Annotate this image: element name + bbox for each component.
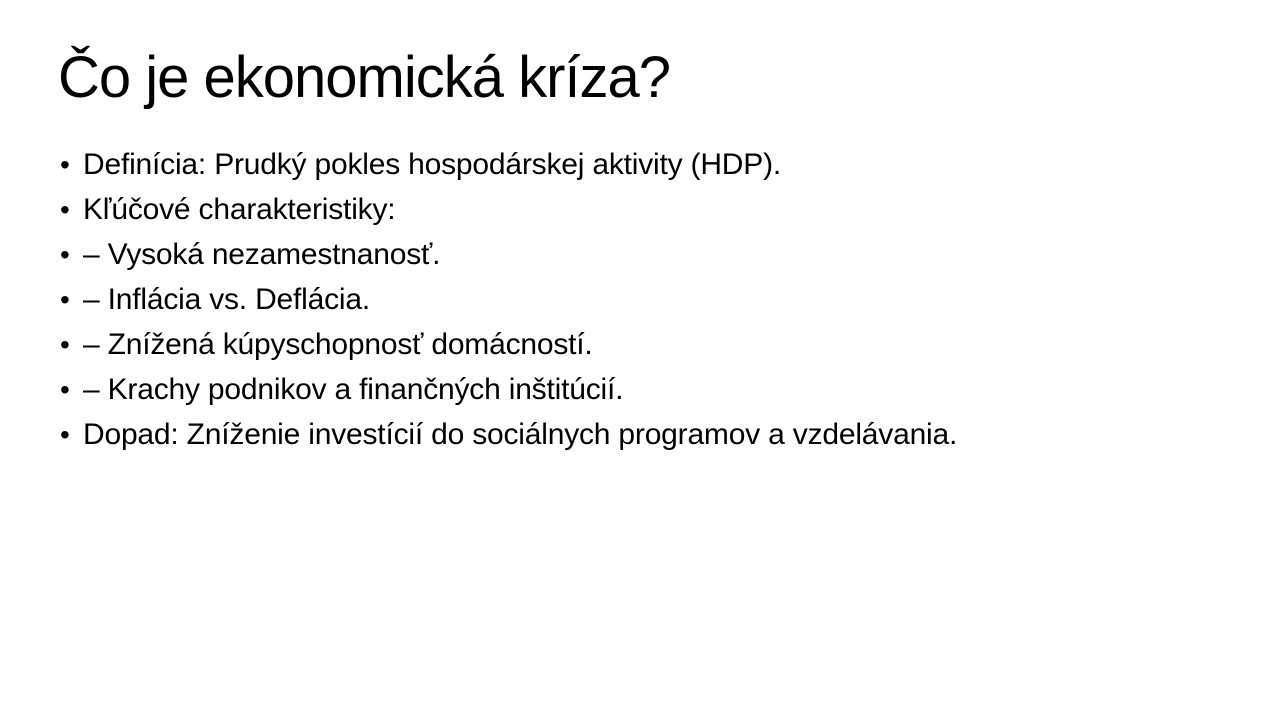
bullet-icon: • xyxy=(60,149,70,180)
bullet-text: – Znížená kúpyschopnosť domácností. xyxy=(83,328,593,361)
bullet-text: Definícia: Prudký pokles hospodárskej aktivity (HDP). xyxy=(83,148,782,181)
bullet-text: Dopad: Zníženie investícií do sociálnych programov a vzdelávania. xyxy=(83,418,958,451)
bullet-text: Kľúčové charakteristiky: xyxy=(83,193,396,226)
bullet-text: – Vysoká nezamestnanosť. xyxy=(83,238,441,271)
bullet-item xyxy=(60,412,1240,457)
bullet-item xyxy=(60,322,1240,367)
bullet-item xyxy=(60,367,1240,412)
bullet-item xyxy=(60,187,1240,232)
bullet-icon: • xyxy=(60,239,70,270)
bullet-icon: • xyxy=(60,284,70,315)
bullet-icon: • xyxy=(60,374,70,405)
bullet-item xyxy=(60,232,1240,277)
bullet-icon: • xyxy=(60,194,70,225)
bullet-list xyxy=(60,142,1240,457)
bullet-icon: • xyxy=(60,329,70,360)
slide-title: Čo je ekonomická kríza? xyxy=(58,45,671,110)
bullet-text: – Krachy podnikov a finančných inštitúcií. xyxy=(83,373,624,406)
bullet-text: – Inflácia vs. Deflácia. xyxy=(83,283,370,316)
bullet-item xyxy=(60,277,1240,322)
bullet-icon: • xyxy=(60,419,70,450)
bullet-item xyxy=(60,142,1240,187)
